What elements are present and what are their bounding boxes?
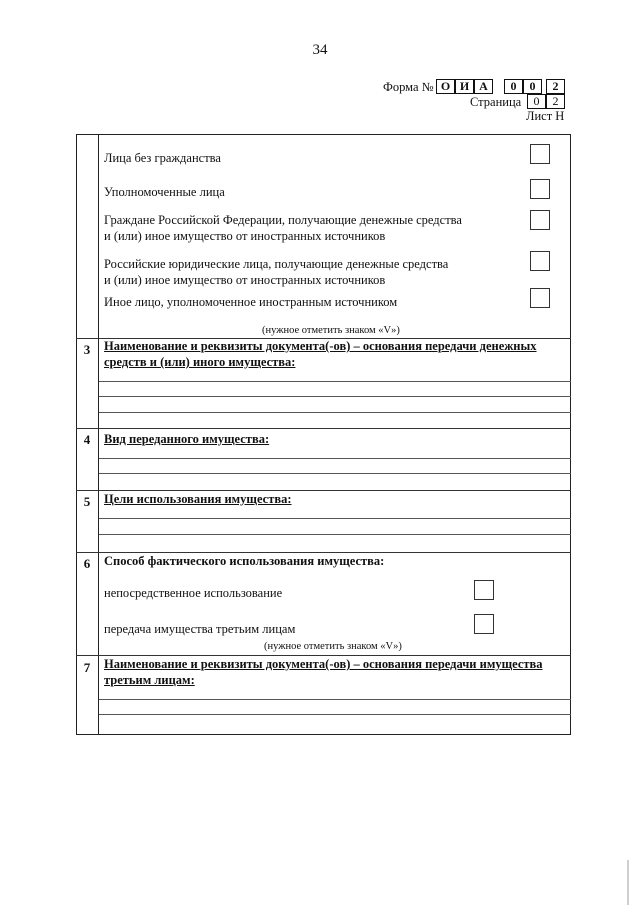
option-direct-use: непосредственное использование bbox=[104, 586, 283, 600]
option-russian-citizens: Граждане Российской Федерации, получающие денежные средства и (или) иное имущество от иностранных источников bbox=[104, 213, 462, 243]
page-code-cell: 0 bbox=[527, 94, 546, 109]
section-3-title bbox=[104, 338, 566, 370]
scan-edge bbox=[627, 860, 629, 905]
form-code-cell: 0 bbox=[523, 79, 542, 94]
form-code-cell: О bbox=[436, 79, 455, 94]
form-code-cell: 0 bbox=[504, 79, 523, 94]
section-6-title: Способ фактического использования имущества: bbox=[104, 554, 385, 568]
entry-line[interactable] bbox=[99, 412, 571, 413]
entry-line[interactable] bbox=[99, 473, 571, 474]
entry-line[interactable] bbox=[99, 714, 571, 715]
form-code-cell: 2 bbox=[546, 79, 565, 94]
form-code-cell: И bbox=[455, 79, 474, 94]
checkbox-authorized-persons[interactable] bbox=[530, 179, 550, 199]
entry-line[interactable] bbox=[99, 699, 571, 700]
number-column-divider bbox=[98, 134, 99, 735]
entry-line[interactable] bbox=[99, 458, 571, 459]
section-4-title bbox=[104, 431, 269, 447]
section-3-title-text: Наименование и реквизиты документа(-ов) – основания передачи денежных средств и (или) иного имущества: bbox=[104, 339, 537, 369]
page-label: Страница bbox=[470, 95, 522, 109]
section-5-title-text: Цели использования имущества: bbox=[104, 492, 292, 506]
mark-note: (нужное отметить знаком «V») bbox=[262, 325, 400, 336]
checkbox-stateless[interactable] bbox=[530, 144, 550, 164]
option-transfer-to-third-parties: передача имущества третьим лицам bbox=[104, 622, 296, 636]
entry-line[interactable] bbox=[99, 534, 571, 535]
entry-line[interactable] bbox=[99, 396, 571, 397]
checkbox-russian-legal-entities[interactable] bbox=[530, 251, 550, 271]
option-stateless: Лица без гражданства bbox=[104, 151, 221, 165]
sheet-label: Лист Н bbox=[526, 109, 565, 123]
section-7-title-text: Наименование и реквизиты документа(-ов) – основания передачи имущества третьим лицам: bbox=[104, 657, 543, 687]
section-3-number: 3 bbox=[83, 342, 91, 357]
section-5-number: 5 bbox=[83, 494, 91, 509]
section-4-number: 4 bbox=[83, 432, 91, 447]
section-4-title-text: Вид переданного имущества: bbox=[104, 432, 270, 446]
form-number-label: Форма № bbox=[383, 80, 434, 94]
section-7-number: 7 bbox=[83, 660, 91, 675]
section-6-number: 6 bbox=[83, 556, 91, 571]
section-divider bbox=[76, 428, 571, 429]
entry-line[interactable] bbox=[99, 381, 571, 382]
option-other-person: Иное лицо, уполномоченное иностранным источником bbox=[104, 295, 398, 309]
checkbox-russian-citizens[interactable] bbox=[530, 210, 550, 230]
option-authorized-persons: Уполномоченные лица bbox=[104, 185, 225, 199]
entry-line[interactable] bbox=[99, 518, 571, 519]
checkbox-transfer-to-third-parties[interactable] bbox=[474, 614, 494, 634]
section-7-title bbox=[104, 656, 566, 688]
page-number: 34 bbox=[312, 42, 328, 58]
checkbox-direct-use[interactable] bbox=[474, 580, 494, 600]
page-code-cell: 2 bbox=[546, 94, 565, 109]
mark-note: (нужное отметить знаком «V») bbox=[264, 641, 402, 652]
form-code-cell: А bbox=[474, 79, 493, 94]
section-5-title bbox=[104, 491, 292, 507]
checkbox-other-person[interactable] bbox=[530, 288, 550, 308]
option-russian-legal-entities: Российские юридические лица, получающие денежные средства и (или) иное имущество от иностранных источников bbox=[104, 257, 449, 287]
